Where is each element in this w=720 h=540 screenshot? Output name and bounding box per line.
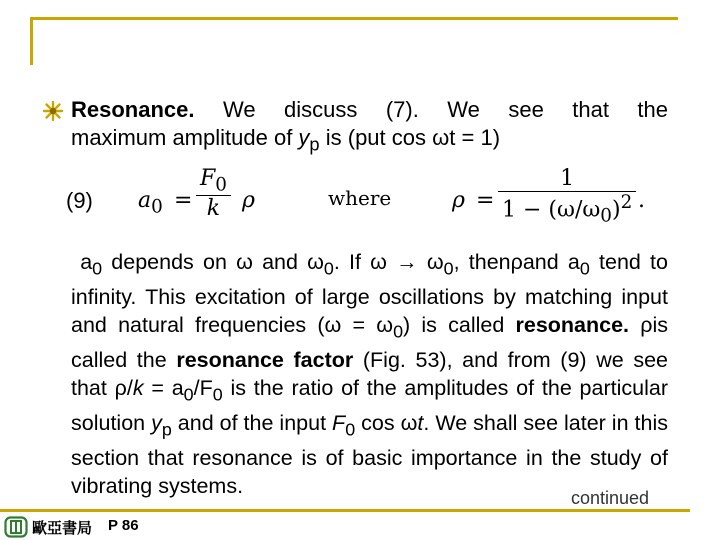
eq-where: where [328, 186, 392, 210]
equation-number: (9) [66, 188, 93, 213]
eq-lhs: $a_0$ [138, 188, 163, 218]
eq-resonance-factor-fraction: $\frac{1}{1 - (\omega/\omega_0)^2}$ [498, 166, 636, 227]
intro-paragraph [71, 96, 668, 158]
intro-line-2: maximum amplitude of $y_p$ is (put cos ωt = 1) [71, 125, 501, 155]
resonance-term: Resonance. [71, 97, 195, 122]
continued-label: continued [571, 488, 650, 508]
frame-left-line [30, 17, 33, 65]
eq-rho: ρ [242, 188, 255, 213]
eq-rho-rhs: ρ [452, 188, 465, 213]
intro-line-1: Resonance. We discuss (7). We see that the [71, 97, 668, 122]
frame-top-line [30, 17, 678, 20]
resonance-bold: resonance. [515, 313, 630, 338]
resonance-explanation: $a_0$ depends on ω and $\omega_0$. If $\omega \to \omega_0$, thenρand $a_0$ tend to infinity. This excitation of large oscillations by matching input and natural frequencies $(\omega = \omega_0)$ is called resonance. ρis called the resonance factor (Fig. 53), and from (9) we see that $\rho/k = a_0/F_0$ is the ratio of the amplitudes of the particular solution $y_p$ and of the input $F_0$ cos ωt. We shall see later in this section that resonance is of basic importance in the study of vibrating systems. [71, 250, 668, 499]
publisher-logo-icon [4, 516, 28, 538]
publisher-name: 歐亞書局 [32, 520, 93, 537]
eq-fraction-f0-k: $\frac{F_0}{k}$ [196, 166, 231, 221]
star-bullet-icon [42, 100, 64, 122]
eq-period: . [638, 188, 645, 213]
page-number: P 86 [108, 517, 139, 534]
resonance-factor-bold: resonance factor [176, 347, 354, 372]
eq-equals-2: = [476, 188, 495, 213]
frame-bottom-line [0, 509, 690, 512]
eq-equals-1: = [174, 188, 193, 213]
